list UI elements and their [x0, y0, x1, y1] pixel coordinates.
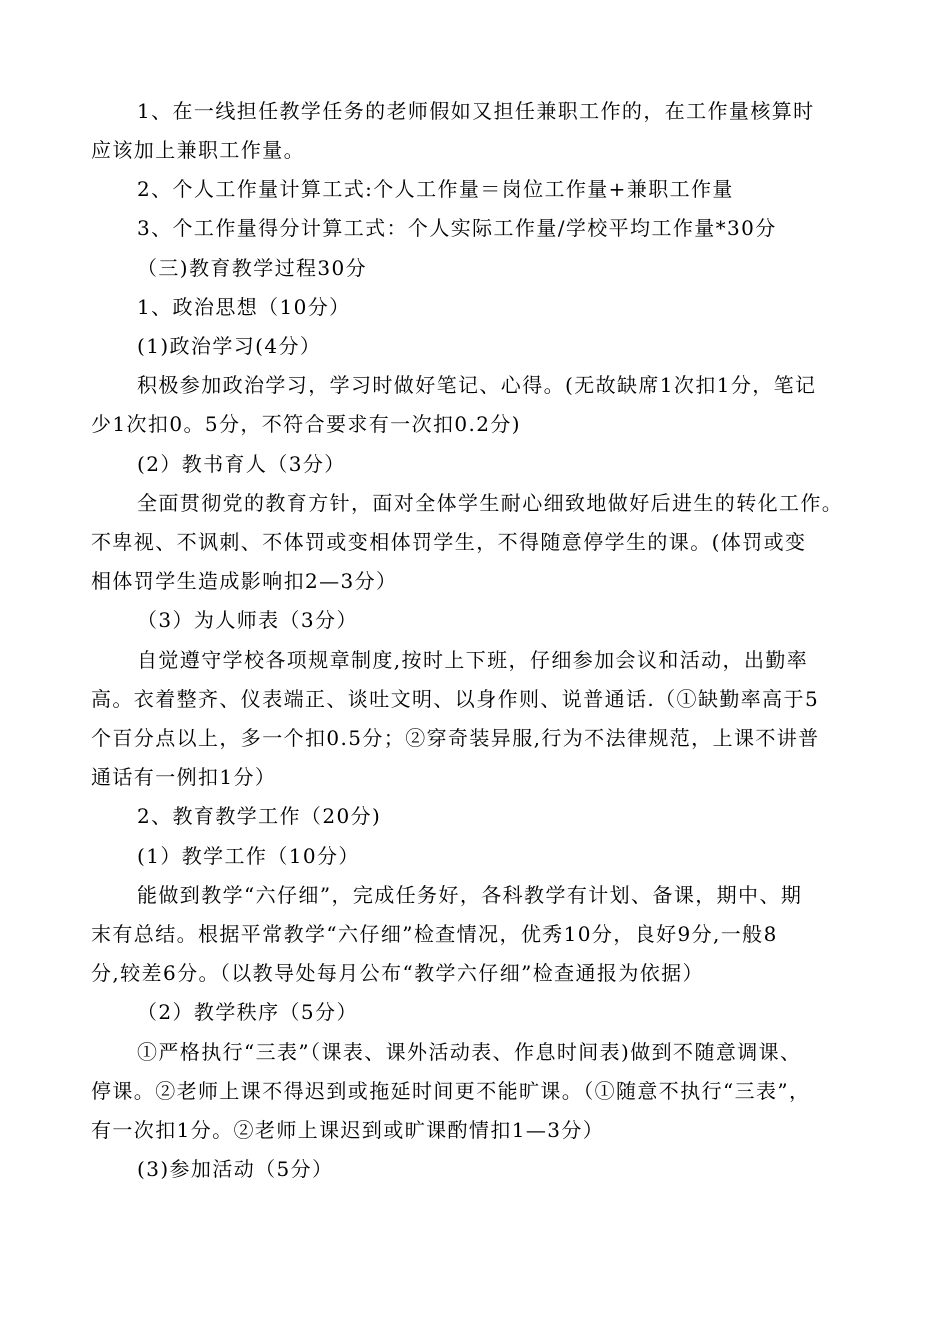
text-line: 能做到教学“六仔细”，完成任务好，各科教学有计划、备课，期中、期	[137, 883, 803, 907]
text-line: 有一次扣1分。②老师上课迟到或旷课酌情扣1—3分）	[91, 1118, 605, 1142]
text-line: 积极参加政治学习，学习时做好笔记、心得。(无故缺席1次扣1分，笔记	[137, 373, 817, 397]
section-heading: （三)教育教学过程30分	[137, 256, 368, 280]
text-line: 全面贯彻党的教育方针，面对全体学生耐心细致地做好后进生的转化工作。	[137, 491, 844, 515]
item-heading: (1）教学工作（10分）	[137, 844, 360, 868]
text-line: 个百分点以上，多一个扣0.5分；②穿奇装异服,行为不法律规范，上课不讲普	[91, 726, 820, 750]
text-line: 自觉遵守学校各项规章制度,按时上下班，仔细参加会议和活动，出勤率	[137, 648, 809, 672]
item-heading: (1)政治学习(4分）	[137, 334, 322, 358]
text-line: 少1次扣0。5分，不符合要求有一次扣0.2分)	[91, 412, 521, 436]
item-heading: （2）教学秩序（5分）	[137, 1000, 358, 1024]
item-heading: （3）为人师表（3分）	[137, 608, 358, 632]
subsection-heading: 1、政治思想（10分）	[137, 295, 351, 319]
text-line: 3、个工作量得分计算工式：个人实际工作量/学校平均工作量*30分	[137, 216, 777, 240]
item-heading: (2）教书育人（3分）	[137, 452, 346, 476]
text-line: 末有总结。根据平常教学“六仔细”检查情况，优秀10分，良好9分,一般8	[91, 922, 778, 946]
text-line: ①严格执行“三表”（课表、课外活动表、作息时间表)做到不随意调课、	[137, 1040, 802, 1064]
text-line: 2、个人工作量计算工式:个人工作量＝岗位工作量+兼职工作量	[137, 177, 734, 201]
text-line: 通话有一例扣1分）	[91, 765, 277, 789]
text-line: 分,较差6分。（以教导处每月公布“教学六仔细”检查通报为依据）	[91, 961, 704, 985]
text-line: 应该加上兼职工作量。	[91, 138, 305, 162]
text-line: 停课。②老师上课不得迟到或拖延时间更不能旷课。（①随意不执行“三表”，	[91, 1079, 811, 1103]
text-line: 高。衣着整齐、仪表端正、谈吐文明、以身作则、说普通话.（①缺勤率高于5	[91, 687, 820, 711]
text-line: 1、在一线担任教学任务的老师假如又担任兼职工作的，在工作量核算时	[137, 99, 815, 123]
text-line: 不卑视、不讽刺、不体罚或变相体罚学生，不得随意停学生的课。(体罚或变	[91, 530, 807, 554]
subsection-heading: 2、教育教学工作（20分)	[137, 804, 382, 828]
text-line: 相体罚学生造成影响扣2—3分）	[91, 569, 398, 593]
item-heading: (3)参加活动（5分）	[137, 1157, 334, 1181]
